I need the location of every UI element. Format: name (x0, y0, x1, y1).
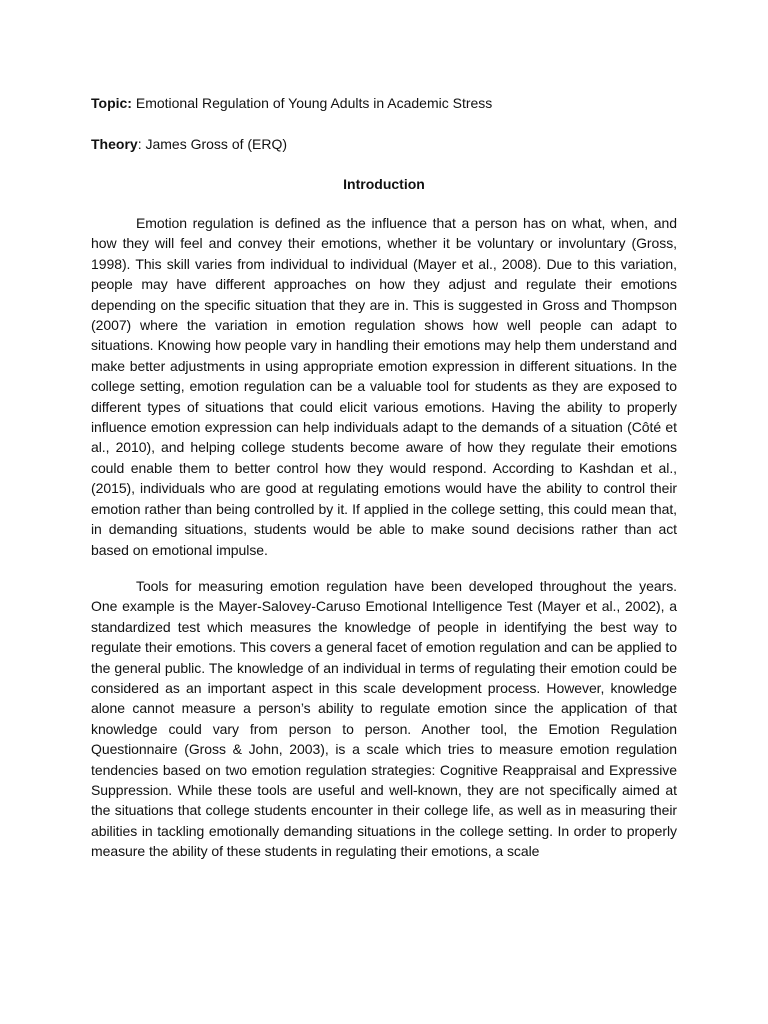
section-heading: Introduction (343, 176, 425, 192)
paragraph: Emotion regulation is defined as the influence that a person has on what, when, and how they will feel and convey their emotions, whether it be voluntary or involuntary (Gross, 1998). This skill varies from individual to individual (Mayer et al., 2008). Due to this variation, people may have different approaches on how they adjust and regulate their emotions depending on the specific situation that they are in. This is suggested in Gross and Thompson (2007) where the variation in emotion regulation shows how well people can adapt to situations. Knowing how people vary in handling their emotions may help them understand and make better adjustments in using appropriate emotion expression in different situations. In the college setting, emotion regulation can be a valuable tool for students as they are exposed to different types of situations that could elicit various emotions. Having the ability to properly influence emotion expression can help individuals adapt to the demands of a situation (Côté et al., 2010), and helping college students become aware of how they regulate their emotions could enable them to better control how they would respond. According to Kashdan et al., (2015), individuals who are good at regulating emotions would have the ability to control their emotion rather than being controlled by it. If applied in the college setting, this could mean that, in demanding situations, students would be able to make sound decisions rather than act based on emotional impulse. (91, 215, 677, 558)
topic-label: Topic: (91, 95, 132, 111)
topic-line (91, 93, 677, 113)
theory-value: : James Gross of (ERQ) (137, 136, 288, 152)
document-body (91, 93, 677, 862)
topic-value: Emotional Regulation of Young Adults in Academic Stress (131, 95, 493, 111)
theory-line (91, 134, 677, 154)
theory-label: Theory (91, 136, 138, 152)
paragraph: Tools for measuring emotion regulation have been developed throughout the years. One example is the Mayer-Salovey-Caruso Emotional Intelligence Test (Mayer et al., 2002), a standardized test which measures the knowledge of people in identifying the best way to regulate their emotions. This covers a general facet of emotion regulation and can be applied to the general public. The knowledge of an individual in terms of regulating their emotion could be considered as an important aspect in this scale development process. However, knowledge alone cannot measure a person’s ability to regulate emotion since the application of that knowledge could vary from person to person. Another tool, the Emotion Regulation Questionnaire (Gross & John, 2003), is a scale which tries to measure emotion regulation tendencies based on two emotion regulation strategies: Cognitive Reappraisal and Expressive Suppression. While these tools are useful and well-known, they are not specifically aimed at the situations that college students encounter in their college life, as well as in measuring their abilities in tackling emotionally demanding situations in the college setting. In order to properly measure the ability of these students in regulating their emotions, a scale (91, 577, 677, 860)
